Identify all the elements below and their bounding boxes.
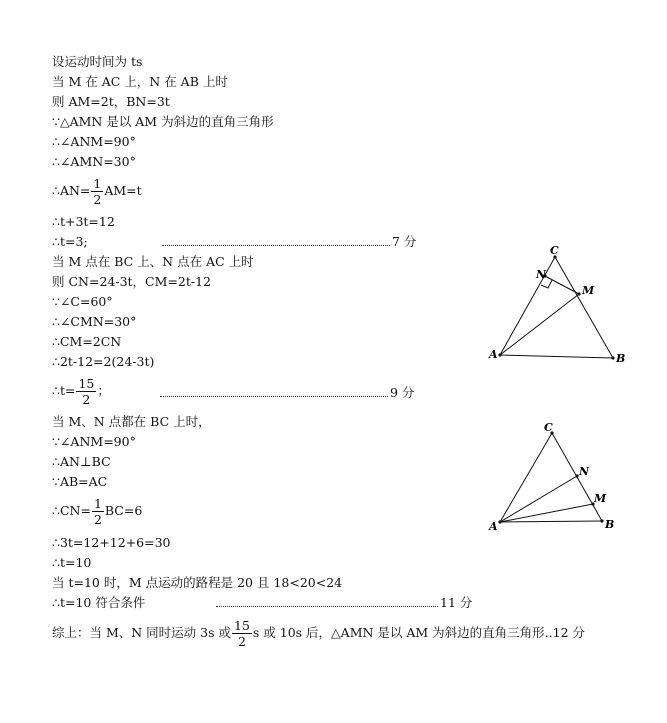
text-line: ∴∠ANM=90° — [52, 134, 136, 149]
side-bc — [555, 257, 613, 358]
fraction-line — [52, 376, 110, 407]
segment-an — [500, 476, 577, 522]
score-label: 9 分 — [390, 385, 415, 400]
score-label: 11 分 — [440, 595, 473, 610]
fraction-line — [52, 176, 142, 207]
dotted-leader — [216, 606, 438, 607]
text-line: 则 AM=2t，BN=3t — [52, 94, 170, 109]
text-line: 则 CN=24-3t，CM=2t-12 — [52, 274, 211, 289]
text-line: ∴∠AMN=30° — [52, 154, 136, 169]
line-prefix: 综上：当 M、N 同时运动 3s 或 — [52, 625, 231, 640]
segment-am — [500, 504, 593, 522]
side-ac — [500, 433, 552, 522]
text-line: 当 t=10 时，M 点运动的路程是 20 且 18<20<24 — [52, 575, 343, 590]
triangle-figure-2 — [480, 420, 630, 540]
side-ac — [500, 257, 555, 355]
fraction — [92, 496, 104, 527]
side-ab — [500, 521, 602, 522]
text-line: ∵∠ANM=90° — [52, 434, 136, 449]
line-suffix: BC=6 — [104, 503, 143, 518]
line-suffix: AM=t — [104, 183, 142, 198]
denominator: 2 — [93, 512, 102, 527]
fraction — [232, 618, 252, 649]
fraction — [76, 376, 96, 407]
label-m: M — [594, 492, 607, 505]
fraction — [91, 176, 103, 207]
dotted-leader — [160, 396, 388, 397]
text-line: ∴t=10 符合条件 — [52, 595, 146, 610]
denominator: 2 — [93, 192, 102, 207]
text-line: 设运动时间为 ts — [52, 54, 143, 69]
point-a — [498, 520, 501, 523]
label-n: N — [579, 465, 590, 478]
fraction-line — [52, 618, 585, 649]
line-prefix: ∴CN= — [52, 503, 91, 518]
text-line: 当 M、N 点都在 BC 上时， — [52, 414, 211, 429]
point-b — [600, 519, 603, 522]
text-line: ∵∠C=60° — [52, 294, 113, 309]
text-line: ∴t=10 — [52, 555, 92, 570]
right-angle-mark — [541, 280, 552, 288]
text-line: ∵AB=AC — [52, 474, 108, 489]
segment-nm — [545, 276, 579, 294]
point-m — [577, 292, 580, 295]
score-label: 7 分 — [392, 234, 417, 249]
fraction-line — [52, 496, 142, 527]
numerator: 15 — [234, 618, 250, 633]
text-line: ∴AN⊥BC — [52, 454, 111, 469]
label-m: M — [582, 284, 595, 297]
text-line: ∴3t=12+12+6=30 — [52, 535, 171, 550]
text-line: ∴t+3t=12 — [52, 214, 115, 229]
text-line: ∴CM=2CN — [52, 334, 122, 349]
label-a: A — [489, 348, 498, 361]
line-suffix: s 或 10s 后，△AMN 是以 AM 为斜边的直角三角形..12 分 — [252, 625, 586, 640]
point-b — [611, 356, 614, 359]
text-line: 当 M 点在 BC 上、N 点在 AC 上时 — [52, 254, 254, 269]
text-line: ∴∠CMN=30° — [52, 314, 137, 329]
segment-am — [500, 294, 579, 355]
denominator: 2 — [82, 392, 91, 407]
label-b: B — [605, 518, 615, 531]
label-c: C — [544, 421, 553, 434]
line-suffix: ； — [97, 383, 110, 398]
numerator: 1 — [93, 496, 102, 511]
point-a — [498, 353, 501, 356]
line-prefix: ∴AN= — [52, 183, 91, 198]
dotted-leader — [162, 245, 390, 246]
text-line: ∴2t-12=2(24-3t) — [52, 354, 155, 369]
triangle-figure-1 — [480, 240, 630, 370]
label-n: N — [536, 268, 547, 281]
text-line: ∵△AMN 是以 AM 为斜边的直角三角形 — [52, 114, 274, 129]
numerator: 1 — [93, 176, 102, 191]
numerator: 15 — [78, 376, 95, 391]
label-c: C — [550, 244, 559, 257]
side-ab — [500, 355, 613, 358]
text-line: 当 M 在 AC 上，N 在 AB 上时 — [52, 74, 228, 89]
label-b: B — [616, 352, 626, 365]
text-line: ∴t=3; — [52, 234, 88, 249]
label-a: A — [489, 520, 498, 533]
line-prefix: ∴t= — [52, 383, 76, 398]
denominator: 2 — [237, 634, 246, 649]
